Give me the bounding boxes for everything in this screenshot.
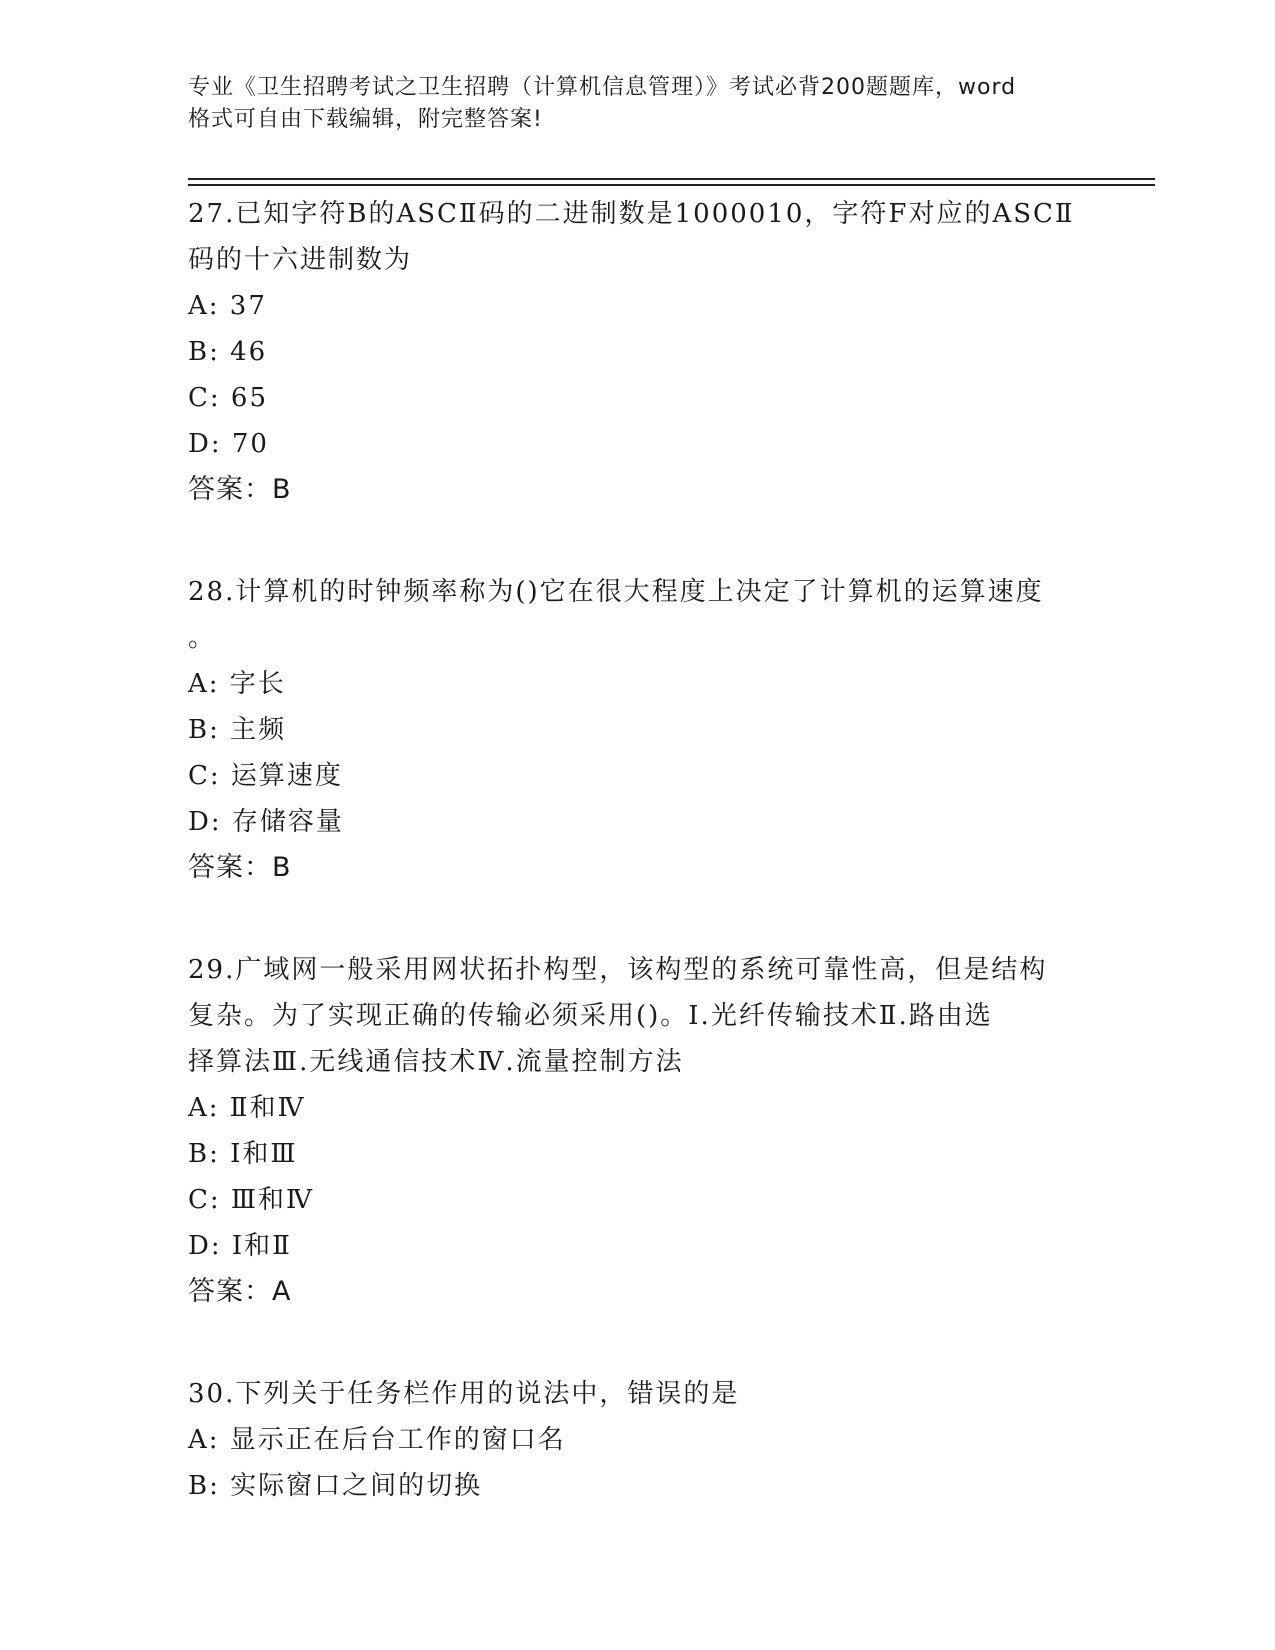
option-b: B: 实际窗口之间的切换 <box>188 1471 483 1501</box>
option-d: D: 70 <box>188 429 269 459</box>
option-a: A: 37 <box>188 291 267 321</box>
header-divider-bottom <box>188 184 1155 186</box>
question-stem: 27.已知字符B的ASCⅡ码的二进制数是1000010，字符F对应的ASCⅡ <box>188 199 1075 229</box>
question-30 <box>188 1371 1088 1509</box>
question-stem: 择算法Ⅲ.无线通信技术Ⅳ.流量控制方法 <box>188 1047 684 1077</box>
question-29 <box>188 947 1088 1315</box>
option-c: C: 65 <box>188 383 269 413</box>
question-stem: 29.广域网一般采用网状拓扑构型，该构型的系统可靠性高，但是结构 <box>188 955 1048 985</box>
question-spacer <box>188 1315 1088 1371</box>
option-d: D: 存储容量 <box>188 807 344 837</box>
question-list <box>188 191 1088 1509</box>
option-b: B: 46 <box>188 337 268 367</box>
question-spacer <box>188 513 1088 569</box>
header-line-1: 专业《卫生招聘考试之卫生招聘（计算机信息管理）》考试必背200题题库，word <box>188 75 1017 100</box>
header-line-2: 格式可自由下载编辑，附完整答案! <box>188 107 543 132</box>
question-stem: 。 <box>188 623 217 653</box>
answer-label: 答案：A <box>188 1276 292 1307</box>
option-d: D: Ⅰ和Ⅱ <box>188 1231 292 1261</box>
header-divider-top <box>188 178 1155 180</box>
option-c: C: Ⅲ和Ⅳ <box>188 1185 314 1215</box>
option-b: B: 主频 <box>188 715 287 745</box>
option-b: B: Ⅰ和Ⅲ <box>188 1139 298 1169</box>
answer-label: 答案：B <box>188 852 292 883</box>
option-a: A: 字长 <box>188 669 286 699</box>
question-stem: 码的十六进制数为 <box>188 245 413 275</box>
option-a: A: Ⅱ和Ⅳ <box>188 1093 306 1123</box>
question-28 <box>188 569 1088 891</box>
question-stem: 复杂。为了实现正确的传输必须采用()。Ⅰ.光纤传输技术Ⅱ.路由选 <box>188 1001 993 1031</box>
question-stem: 30.下列关于任务栏作用的说法中，错误的是 <box>188 1379 740 1409</box>
option-a: A: 显示正在后台工作的窗口名 <box>188 1425 566 1455</box>
question-27 <box>188 191 1088 513</box>
question-spacer <box>188 891 1088 947</box>
question-stem: 28.计算机的时钟频率称为()它在很大程度上决定了计算机的运算速度 <box>188 577 1044 607</box>
answer-label: 答案：B <box>188 474 292 505</box>
option-c: C: 运算速度 <box>188 761 343 791</box>
document-header <box>188 72 1088 136</box>
